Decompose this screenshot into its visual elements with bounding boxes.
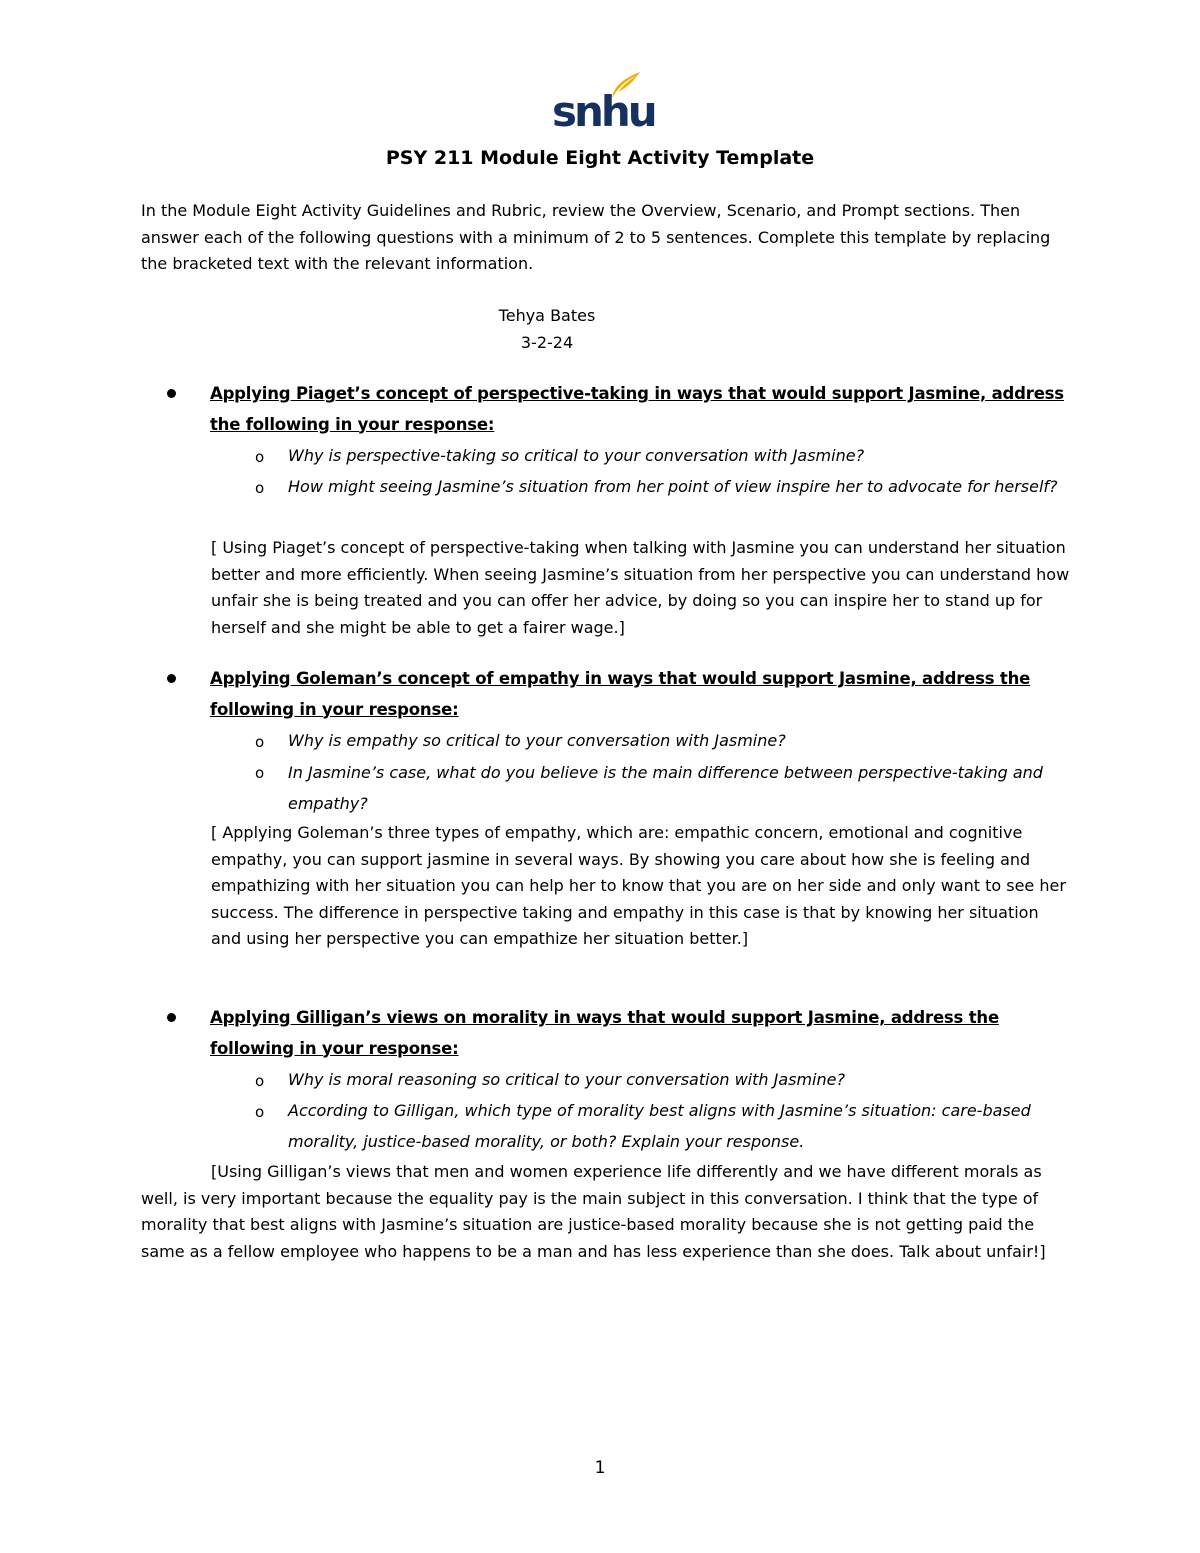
- answer-paragraph: [Using Gilligan’s views that men and women experience life differently and we have different morals as well, is very important because the equality pay is the main subject in this conversation. I think that the type of morality that best aligns with Jasmine’s situation are justice-based morality because she is not getting paid the same as a fellow employee who happens to be a man and has less experience than she does. Talk about unfair!]: [141, 1162, 1046, 1261]
- question-item: Why is empathy so critical to your conversation with Jasmine?: [288, 731, 786, 750]
- question-item: How might seeing Jasmine’s situation from her point of view inspire her to advocate for herself?: [288, 477, 1058, 496]
- sub-bullet-icon: o: [255, 448, 265, 466]
- sub-bullet-icon: o: [255, 1103, 265, 1121]
- page-title: PSY 211 Module Eight Activity Template: [385, 147, 815, 169]
- answer-paragraph: [ Using Piaget’s concept of perspective-taking when talking with Jasmine you can understand her situation better and more efficiently. When seeing Jasmine’s situation from her perspective you can understand how unfair she is being treated and you can offer her advice, by doing so you can inspire her to stand up for herself and she might be able to get a fairer wage.]: [211, 538, 1070, 637]
- section-heading: Applying Goleman’s concept of empathy in ways that would support Jasmine, address the following in your response:: [210, 669, 1031, 719]
- answer-paragraph: [ Applying Goleman’s three types of empathy, which are: empathic concern, emotional and cognitive empathy, you can support jasmine in several ways. By showing you care about how she is feeling and empathizing with her situation you can help her to know that you are on her side and only want to see her success. The difference in perspective taking and empathy in this case is that by knowing her situation and using her perspective you can empathize her situation better.]: [211, 823, 1066, 948]
- author-name: Tehya Bates: [498, 306, 596, 325]
- question-item: According to Gilligan, which type of morality best aligns with Jasmine’s situation: care-based morality, justice-based morality, or both? Explain your response.: [288, 1101, 1031, 1151]
- sub-bullet-icon: o: [255, 733, 265, 751]
- question-item: In Jasmine’s case, what do you believe is the main difference between perspective-taking and empathy?: [288, 763, 1043, 813]
- question-item: Why is moral reasoning so critical to your conversation with Jasmine?: [288, 1070, 845, 1089]
- snhu-logo: [552, 70, 655, 136]
- bullet-icon: [167, 389, 176, 398]
- sub-bullet-icon: o: [255, 1072, 265, 1090]
- section-heading: Applying Piaget’s concept of perspective-taking in ways that would support Jasmine, address the following in your response:: [210, 384, 1064, 434]
- logo-wordmark: snhu: [552, 87, 655, 136]
- sub-bullet-icon: o: [255, 479, 265, 497]
- intro-paragraph: In the Module Eight Activity Guidelines and Rubric, review the Overview, Scenario, and Prompt sections. Then answer each of the following questions with a minimum of 2 to 5 sentences. Complete this template by replacing the bracketed text with the relevant information.: [141, 201, 1051, 273]
- date-text: 3-2-24: [520, 333, 574, 352]
- page-number: 1: [594, 1458, 606, 1478]
- bullet-icon: [167, 1013, 176, 1022]
- bullet-icon: [167, 674, 176, 683]
- section-heading: Applying Gilligan’s views on morality in ways that would support Jasmine, address the following in your response:: [210, 1008, 999, 1058]
- question-item: Why is perspective-taking so critical to your conversation with Jasmine?: [288, 446, 865, 465]
- sub-bullet-icon: o: [255, 764, 265, 782]
